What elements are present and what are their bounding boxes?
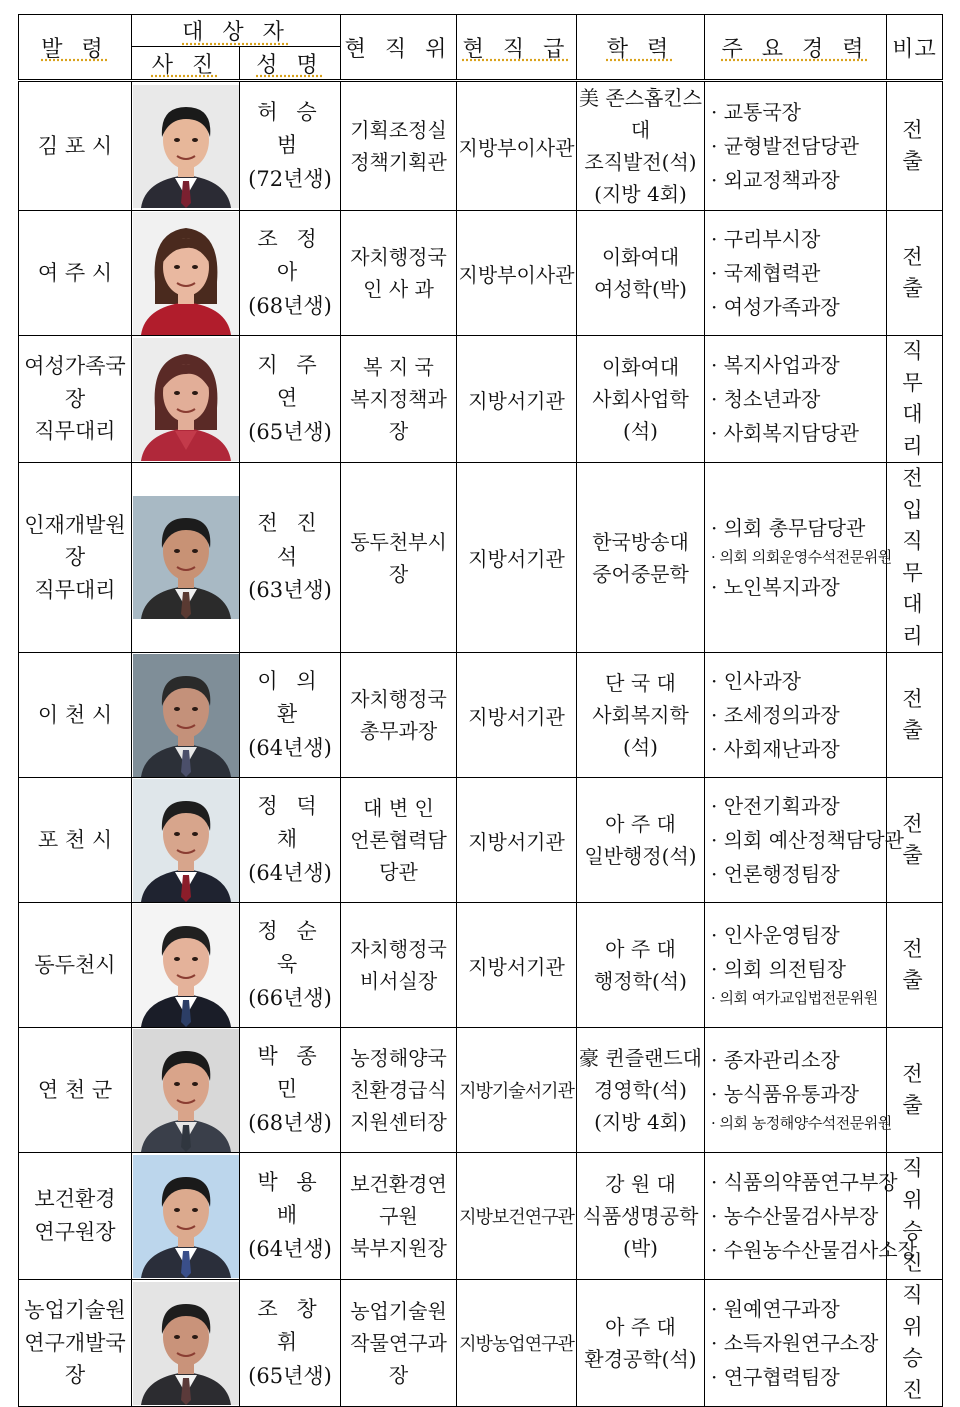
- grade-cell: [457, 1153, 577, 1280]
- grade-text: 지방서기관: [468, 704, 565, 729]
- header-position: 현 직 위: [341, 15, 457, 81]
- education-cell: [577, 463, 705, 653]
- cell-line: 아 주 대: [605, 937, 676, 961]
- grade-cell: [457, 81, 577, 211]
- cell-line: 정책기획관: [350, 150, 447, 174]
- cell-line: · 여성가족과장: [711, 295, 840, 319]
- cell-line: 단 국 대: [605, 671, 676, 695]
- cell-line: · 연구협력팀장: [711, 1365, 840, 1389]
- grade-text: 지방기술서기관: [459, 1081, 574, 1102]
- cell-line: 사회사업학(석): [592, 387, 689, 443]
- name-cell: [240, 81, 341, 211]
- header-appointment: 발 령: [19, 15, 132, 81]
- cell-line: 직무대리: [34, 577, 116, 602]
- grade-text: 지방부이사관: [458, 262, 575, 287]
- cell-line: 이화여대: [601, 355, 680, 379]
- note-cell: [887, 463, 943, 653]
- name-cell: [240, 336, 341, 463]
- cell-line: · 노인복지과장: [711, 575, 840, 600]
- cell-line: · 균형발전담당관: [711, 134, 859, 158]
- cell-line: 복 지 국: [363, 355, 434, 379]
- cell-line: 전 출: [902, 936, 927, 992]
- portrait-photo: [133, 212, 239, 335]
- career-cell: [705, 81, 887, 211]
- career-cell: [705, 903, 887, 1028]
- photo-cell: [132, 211, 240, 336]
- cell-line: 아 주 대: [605, 812, 676, 836]
- grade-cell: [457, 1280, 577, 1407]
- grade-cell: [457, 1028, 577, 1153]
- cell-line: · 청소년과장: [711, 387, 821, 411]
- education-cell: [577, 778, 705, 903]
- name-cell: [240, 1028, 341, 1153]
- career-cell: [705, 1028, 892, 1153]
- portrait-photo: [133, 338, 239, 461]
- person-name: 전 진 석: [257, 511, 323, 569]
- photo-cell: [132, 463, 240, 653]
- cell-line: 전 출: [902, 1061, 927, 1117]
- person-name: 정 순 욱: [257, 918, 323, 977]
- table-row: [19, 463, 943, 653]
- position-cell: [341, 1280, 457, 1407]
- cell-line: 사회복지학(석): [592, 703, 689, 759]
- header-photo: 사 진: [132, 47, 240, 81]
- cell-line: · 소득자원연구소장: [711, 1331, 879, 1355]
- table-row: [19, 81, 943, 211]
- note-cell: [887, 336, 943, 463]
- cell-line: · 사회재난과장: [711, 737, 840, 761]
- birth-year: (68년생): [248, 293, 332, 318]
- position-cell: [341, 81, 457, 211]
- cell-line: 직무대리: [34, 419, 116, 444]
- cell-line: 일반행정(석): [584, 844, 697, 868]
- education-cell: [577, 903, 705, 1028]
- person-name: 이 의 환: [257, 668, 323, 727]
- portrait-photo: [133, 1282, 239, 1405]
- cell-line: 전 출: [902, 117, 927, 173]
- grade-text: 지방서기관: [468, 388, 565, 413]
- birth-year: (66년생): [248, 985, 332, 1010]
- cell-line: 승 진: [902, 1346, 927, 1402]
- cell-line: 언론협력담당관: [350, 828, 447, 884]
- education-cell: [577, 81, 705, 211]
- cell-line: 총무과장: [359, 719, 438, 743]
- person-name: 허 승 범: [257, 99, 323, 158]
- appointment-cell: [19, 1028, 132, 1153]
- cell-line: 강 원 대: [605, 1172, 676, 1196]
- photo-cell: [132, 903, 240, 1028]
- table-row: [19, 1153, 943, 1280]
- photo-cell: [132, 1153, 240, 1280]
- cell-line: · 사회복지담당관: [711, 421, 859, 445]
- cell-line: 한국방송대: [592, 529, 689, 554]
- career-cell: [705, 653, 887, 778]
- header-career: 주 요 경 력: [705, 15, 887, 81]
- appointment-cell: [19, 336, 132, 463]
- education-cell: [577, 1280, 705, 1407]
- cell-line: 豪 퀸즐랜드대: [579, 1046, 702, 1070]
- table-row: [19, 903, 943, 1028]
- birth-year: (65년생): [248, 1363, 332, 1388]
- grade-text: 지방농업연구관: [459, 1334, 574, 1355]
- note-cell: [887, 1028, 943, 1153]
- cell-line: 직 무: [902, 339, 927, 395]
- cell-line: 중어중문학: [592, 561, 689, 586]
- cell-line: 환경공학(석): [584, 1347, 697, 1371]
- cell-line: 복지정책과장: [350, 387, 447, 443]
- cell-line: 연 천 군: [37, 1077, 113, 1102]
- note-cell: [887, 1280, 943, 1407]
- portrait-photo: [133, 654, 239, 777]
- cell-line: 김 포 시: [37, 133, 113, 158]
- cell-line: 작물연구과장: [350, 1331, 447, 1387]
- name-cell: [240, 1153, 341, 1280]
- cell-line: · 구리부시장: [711, 227, 821, 251]
- cell-line: · 인사과장: [711, 669, 801, 693]
- cell-line: 아 주 대: [605, 1315, 676, 1339]
- portrait-photo: [133, 1155, 239, 1278]
- education-cell: [577, 1028, 705, 1153]
- name-cell: [240, 653, 341, 778]
- name-cell: [240, 211, 341, 336]
- grade-text: 지방서기관: [468, 954, 565, 979]
- cell-line: 자치행정국: [350, 245, 447, 269]
- grade-cell: [457, 463, 577, 653]
- cell-line: 농업기술원: [24, 1298, 126, 1323]
- header-note: 비고: [887, 15, 943, 81]
- name-cell: [240, 463, 341, 653]
- position-cell: [341, 903, 457, 1028]
- appointment-cell: [19, 1280, 132, 1407]
- cell-line: · 의회 여가교입법전문위원: [711, 989, 878, 1008]
- portrait-photo: [133, 1029, 239, 1152]
- cell-line: 자치행정국: [350, 687, 447, 711]
- table-row: [19, 653, 943, 778]
- header-target: 대 상 자: [132, 15, 341, 47]
- note-cell: [887, 81, 943, 211]
- cell-line: 이 천 시: [37, 702, 113, 727]
- name-cell: [240, 903, 341, 1028]
- header-name: 성 명: [240, 47, 341, 81]
- cell-line: · 종자관리소장: [711, 1048, 840, 1073]
- portrait-photo: [133, 904, 239, 1027]
- note-cell: [887, 653, 943, 778]
- cell-line: · 의회 의회운영수석전문위원: [711, 547, 892, 566]
- cell-line: 농업기술원: [350, 1299, 447, 1323]
- cell-line: (지방 4회): [594, 1110, 687, 1134]
- cell-line: 포 천 시: [37, 827, 113, 852]
- appointment-cell: [19, 903, 132, 1028]
- cell-line: 전 출: [902, 686, 927, 742]
- grade-cell: [457, 211, 577, 336]
- appointment-table: [18, 14, 943, 1407]
- person-name: 박 종 민: [257, 1043, 323, 1102]
- cell-line: 여성학(박): [594, 277, 687, 301]
- appointment-cell: [19, 211, 132, 336]
- name-cell: [240, 778, 341, 903]
- cell-line: 이화여대: [601, 245, 680, 269]
- cell-line: · 식품의약품연구부장: [711, 1170, 898, 1194]
- career-cell: [705, 778, 904, 903]
- note-cell: [887, 211, 943, 336]
- cell-line: · 국제협력관: [711, 261, 821, 285]
- birth-year: (65년생): [248, 419, 332, 444]
- cell-line: 연구원장: [34, 1220, 116, 1244]
- cell-line: 경영학(석): [594, 1078, 687, 1102]
- cell-line: 농정해양국: [350, 1046, 447, 1070]
- career-cell: [705, 211, 887, 336]
- grade-cell: [457, 336, 577, 463]
- cell-line: 직 위: [902, 1283, 927, 1339]
- position-cell: [341, 653, 457, 778]
- cell-line: · 안전기획과장: [711, 794, 840, 818]
- cell-line: 전 입: [902, 466, 927, 522]
- cell-line: 식품생명공학(박): [582, 1204, 699, 1260]
- cell-line: · 의회 총무담당관: [711, 515, 866, 540]
- cell-line: 美 존스홉킨스대: [579, 86, 702, 142]
- cell-line: 전 출: [902, 244, 927, 300]
- table-row: [19, 336, 943, 463]
- person-name: 조 창 휘: [257, 1296, 323, 1355]
- appointment-cell: [19, 653, 132, 778]
- position-cell: [341, 1028, 457, 1153]
- cell-line: 보건환경: [34, 1187, 116, 1212]
- cell-line: 대 리: [902, 402, 927, 458]
- birth-year: (64년생): [248, 1236, 332, 1261]
- photo-cell: [132, 336, 240, 463]
- cell-line: 연구개발국장: [24, 1330, 126, 1388]
- cell-line: · 의회 의전팀장: [711, 957, 846, 982]
- photo-cell: [132, 1028, 240, 1153]
- cell-line: · 원예연구과장: [711, 1297, 840, 1321]
- cell-line: · 의회 농정해양수석전문위원: [711, 1114, 892, 1133]
- name-cell: [240, 1280, 341, 1407]
- cell-line: 직 위: [902, 1156, 927, 1212]
- grade-text: 지방보건연구관: [459, 1207, 574, 1228]
- position-cell: [341, 211, 457, 336]
- cell-line: 지원센터장: [350, 1110, 447, 1134]
- table-row: [19, 1028, 943, 1153]
- education-cell: [577, 653, 705, 778]
- career-cell: [705, 1280, 887, 1407]
- cell-line: 여성가족국장: [24, 354, 126, 411]
- position-cell: [341, 463, 457, 653]
- person-name: 박 용 배: [257, 1169, 323, 1228]
- cell-line: · 의회 예산정책담당관: [711, 828, 904, 852]
- person-name: 정 덕 채: [257, 793, 323, 852]
- cell-line: 행정학(석): [594, 969, 687, 993]
- grade-text: 지방서기관: [468, 829, 565, 854]
- cell-line: 조직발전(석): [584, 150, 697, 174]
- position-cell: [341, 778, 457, 903]
- cell-line: 직 무: [902, 529, 927, 585]
- photo-cell: [132, 778, 240, 903]
- cell-line: 동두천부시장: [350, 529, 447, 586]
- birth-year: (72년생): [248, 166, 332, 191]
- cell-line: · 조세정의과장: [711, 703, 840, 727]
- education-cell: [577, 1153, 705, 1280]
- appointment-cell: [19, 463, 132, 653]
- cell-line: 비서실장: [359, 969, 438, 993]
- birth-year: (68년생): [248, 1110, 332, 1135]
- person-name: 지 주 연: [257, 352, 323, 411]
- position-cell: [341, 336, 457, 463]
- grade-text: 지방부이사관: [458, 135, 575, 160]
- photo-cell: [132, 81, 240, 211]
- portrait-photo: [133, 496, 239, 619]
- grade-cell: [457, 778, 577, 903]
- cell-line: · 복지사업과장: [711, 353, 840, 377]
- birth-year: (63년생): [248, 578, 332, 603]
- birth-year: (64년생): [248, 735, 332, 760]
- header-education: 학 력: [577, 15, 705, 81]
- photo-cell: [132, 1280, 240, 1407]
- cell-line: 인 사 과: [363, 277, 434, 301]
- birth-year: (64년생): [248, 860, 332, 885]
- cell-line: 기획조정실: [350, 118, 447, 142]
- cell-line: 승 진: [902, 1219, 927, 1275]
- grade-text: 지방서기관: [468, 547, 565, 571]
- cell-line: · 인사운영팀장: [711, 923, 840, 948]
- header-grade: 현 직 급: [457, 15, 577, 81]
- cell-line: (지방 4회): [594, 182, 687, 206]
- appointment-cell: [19, 778, 132, 903]
- note-cell: [887, 903, 943, 1028]
- cell-line: 여 주 시: [37, 260, 113, 285]
- cell-line: · 농수산물검사부장: [711, 1204, 879, 1228]
- cell-line: 전 출: [902, 811, 927, 867]
- career-cell: [705, 463, 892, 653]
- career-cell: [705, 336, 887, 463]
- cell-line: 동두천시: [34, 952, 116, 977]
- cell-line: 자치행정국: [350, 937, 447, 961]
- portrait-photo: [133, 779, 239, 902]
- cell-line: · 수원농수산물검사소장: [711, 1238, 917, 1262]
- cell-line: 보건환경연구원: [350, 1172, 447, 1228]
- cell-line: 친환경급식: [350, 1078, 447, 1102]
- table-row: [19, 1280, 943, 1407]
- cell-line: · 농식품유통과장: [711, 1082, 859, 1107]
- appointment-cell: [19, 1153, 132, 1280]
- cell-line: 북부지원장: [350, 1236, 447, 1260]
- cell-line: · 외교정책과장: [711, 168, 840, 192]
- appointment-cell: [19, 81, 132, 211]
- cell-line: · 언론행정팀장: [711, 862, 840, 886]
- portrait-photo: [133, 85, 239, 208]
- education-cell: [577, 336, 705, 463]
- cell-line: · 교통국장: [711, 100, 801, 124]
- table-row: [19, 211, 943, 336]
- table-row: [19, 778, 943, 903]
- grade-cell: [457, 903, 577, 1028]
- position-cell: [341, 1153, 457, 1280]
- grade-cell: [457, 653, 577, 778]
- photo-cell: [132, 653, 240, 778]
- cell-line: 인재개발원장: [24, 512, 126, 570]
- person-name: 조 정 아: [257, 226, 323, 285]
- cell-line: 대 리: [902, 592, 927, 648]
- education-cell: [577, 211, 705, 336]
- cell-line: 대 변 인: [363, 796, 434, 820]
